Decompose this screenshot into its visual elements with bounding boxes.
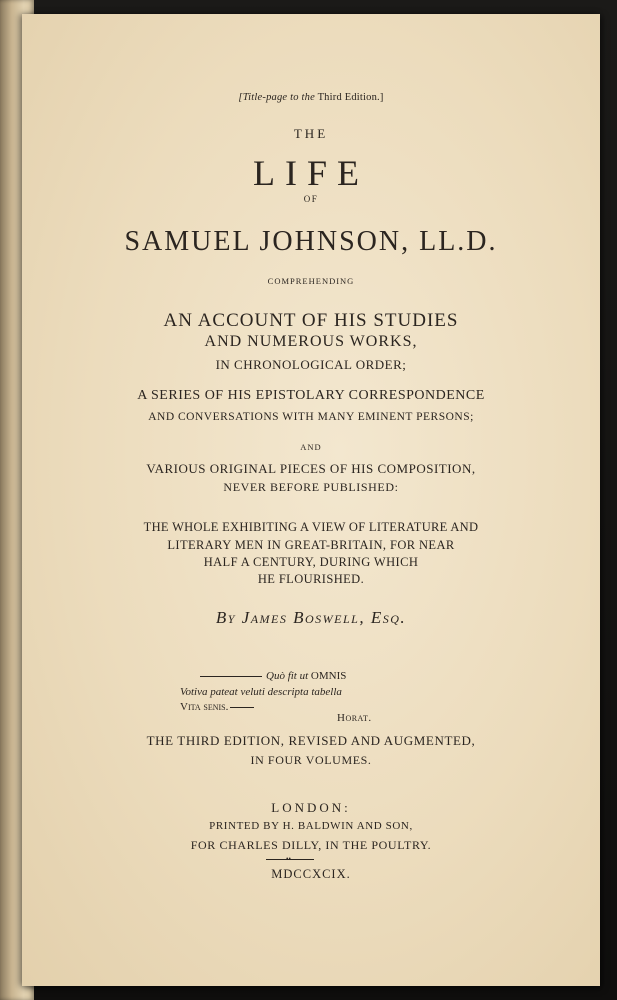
series-line-1: A SERIES OF HIS EPISTOLARY CORRESPONDENCE (137, 388, 485, 403)
edition-note (22, 92, 600, 103)
and-label: AND (300, 442, 322, 452)
edition-line-2: IN FOUR VOLUMES. (250, 753, 372, 767)
title-of: OF (303, 194, 319, 204)
epigraph-dash-1 (200, 676, 262, 677)
title-life: LIFE (253, 153, 369, 193)
various-line-1: VARIOUS ORIGINAL PIECES OF HIS COMPOSITION, (146, 461, 476, 476)
epigraph-line-1 (200, 670, 346, 682)
account-line-1: AN ACCOUNT OF HIS STUDIES (163, 310, 459, 331)
account-line-3: IN CHRONOLOGICAL ORDER; (215, 357, 407, 372)
author-line: By James Boswell, Esq. (215, 608, 407, 627)
comprehending-label: COMPREHENDING (267, 276, 355, 286)
edition-note-italic: [Title-page to the (238, 92, 315, 103)
epigraph-line-3-text: Vita senis. (180, 701, 229, 713)
title-the: THE (293, 126, 329, 141)
epigraph-attribution: Horat. (337, 712, 372, 724)
whole-line-3: HALF A CENTURY, DURING WHICH (203, 555, 419, 569)
whole-line-2: LITERARY MEN IN GREAT-BRITAIN, FOR NEAR (167, 538, 455, 552)
title-page (22, 14, 600, 986)
whole-line-4: HE FLOURISHED. (257, 572, 365, 586)
whole-line-1: THE WHOLE EXHIBITING A VIEW OF LITERATURE AND (143, 520, 479, 534)
rule-ornament: •• (286, 855, 291, 863)
publication-date: MDCCXCIX. (271, 867, 351, 881)
series-line-2: AND CONVERSATIONS WITH MANY EMINENT PERSONS; (148, 411, 474, 423)
various-line-2: NEVER BEFORE PUBLISHED: (223, 480, 399, 494)
place-london: LONDON: (271, 800, 351, 815)
epigraph-line-1-italic: Quò fit ut (266, 670, 309, 682)
epigraph-dash-2 (230, 707, 254, 708)
printer-line-1: PRINTED BY H. BALDWIN AND SON, (209, 820, 413, 832)
epigraph-line-2: Votiva pateat veluti descripta tabella (180, 686, 342, 698)
subject-name: SAMUEL JOHNSON, LL.D. (124, 226, 498, 257)
printer-line-2: FOR CHARLES DILLY, IN THE POULTRY. (190, 838, 432, 852)
edition-note-rest: Third Edition.] (314, 92, 384, 103)
edition-line-1: THE THIRD EDITION, REVISED AND AUGMENTED, (146, 733, 476, 748)
epigraph-line-3 (180, 701, 254, 713)
account-line-2: AND NUMEROUS WORKS, (204, 333, 418, 350)
epigraph-line-1-caps: OMNIS (308, 670, 347, 682)
